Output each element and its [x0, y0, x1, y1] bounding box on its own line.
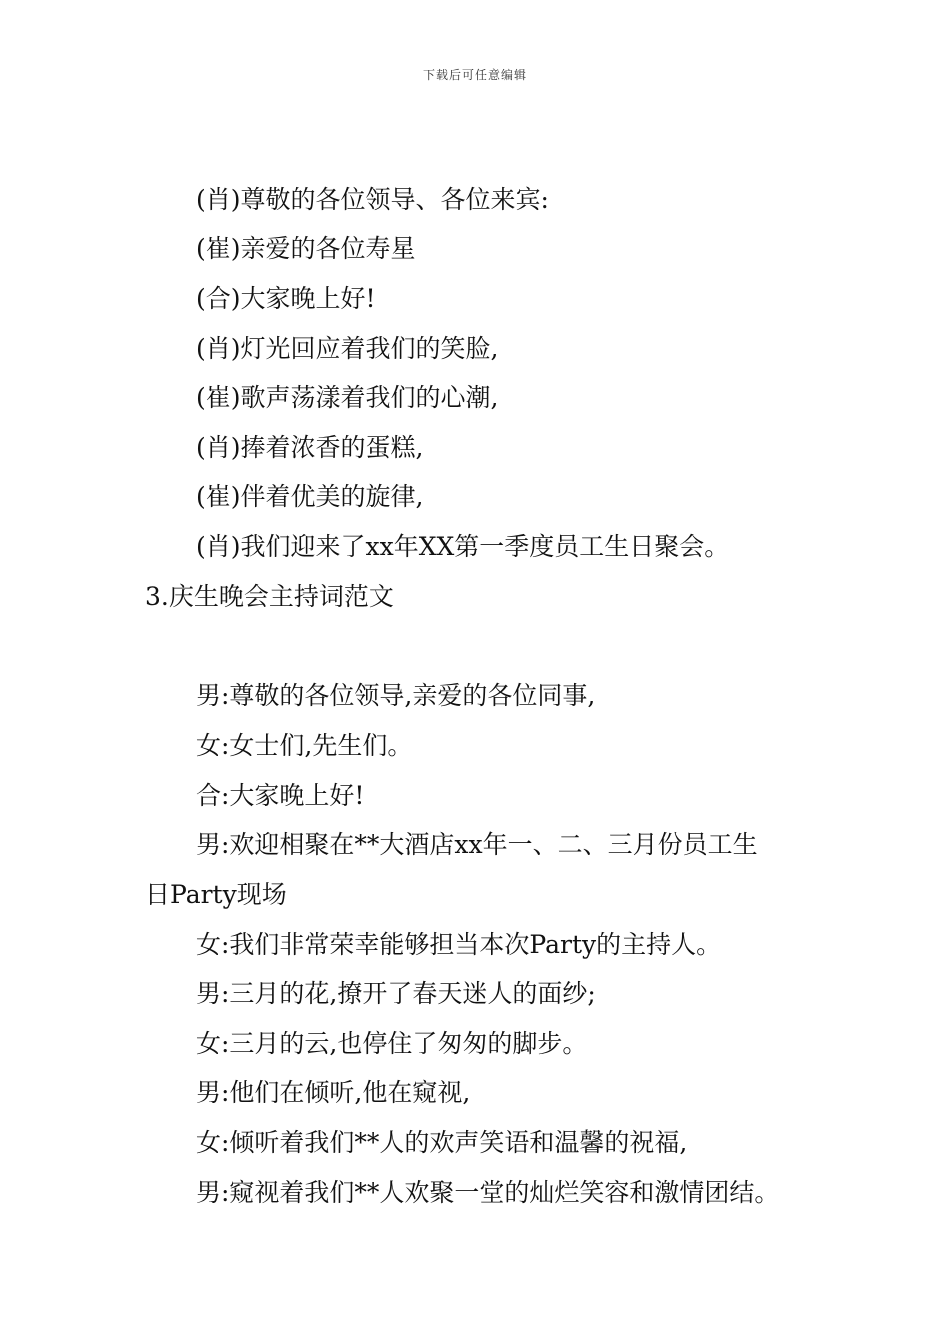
dialogue-line: 女:三月的云,也停住了匆匆的脚步。 [196, 1029, 588, 1058]
page-header: 下载后可任意编辑 [422, 68, 527, 82]
dialogue-line: 男:尊敬的各位领导,亲爱的各位同事, [196, 681, 596, 710]
dialogue-line: (肖)捧着浓香的蛋糕, [196, 433, 424, 462]
dialogue-line: 女:我们非常荣幸能够担当本次Party的主持人。 [196, 930, 722, 959]
dialogue-line: (肖)尊敬的各位领导、各位来宾: [196, 185, 549, 214]
dialogue-line: (崔)伴着优美的旋律, [196, 482, 424, 511]
dialogue-line: 男:窥视着我们**人欢聚一堂的灿烂笑容和激情团结。 [196, 1178, 780, 1207]
dialogue-line: (肖)我们迎来了xx年XX第一季度员工生日聚会。 [196, 532, 730, 561]
dialogue-line: 合:大家晚上好! [196, 781, 365, 810]
dialogue-line: (崔)歌声荡漾着我们的心潮, [196, 383, 499, 412]
dialogue-line: 男:欢迎相聚在**大酒店xx年一、二、三月份员工生 [196, 830, 758, 859]
dialogue-line: 男:他们在倾听,他在窥视, [196, 1078, 471, 1107]
dialogue-line: 男:三月的花,撩开了春天迷人的面纱; [196, 979, 596, 1008]
dialogue-line-continuation: 日Party现场 [145, 880, 287, 909]
dialogue-line: (合)大家晚上好! [196, 284, 376, 313]
section-heading: 3.庆生晚会主持词范文 [145, 582, 394, 611]
dialogue-line: 女:女士们,先生们。 [196, 731, 413, 760]
dialogue-line: (崔)亲爱的各位寿星 [196, 234, 416, 263]
dialogue-line: 女:倾听着我们**人的欢声笑语和温馨的祝福, [196, 1128, 688, 1157]
dialogue-line: (肖)灯光回应着我们的笑脸, [196, 334, 499, 363]
